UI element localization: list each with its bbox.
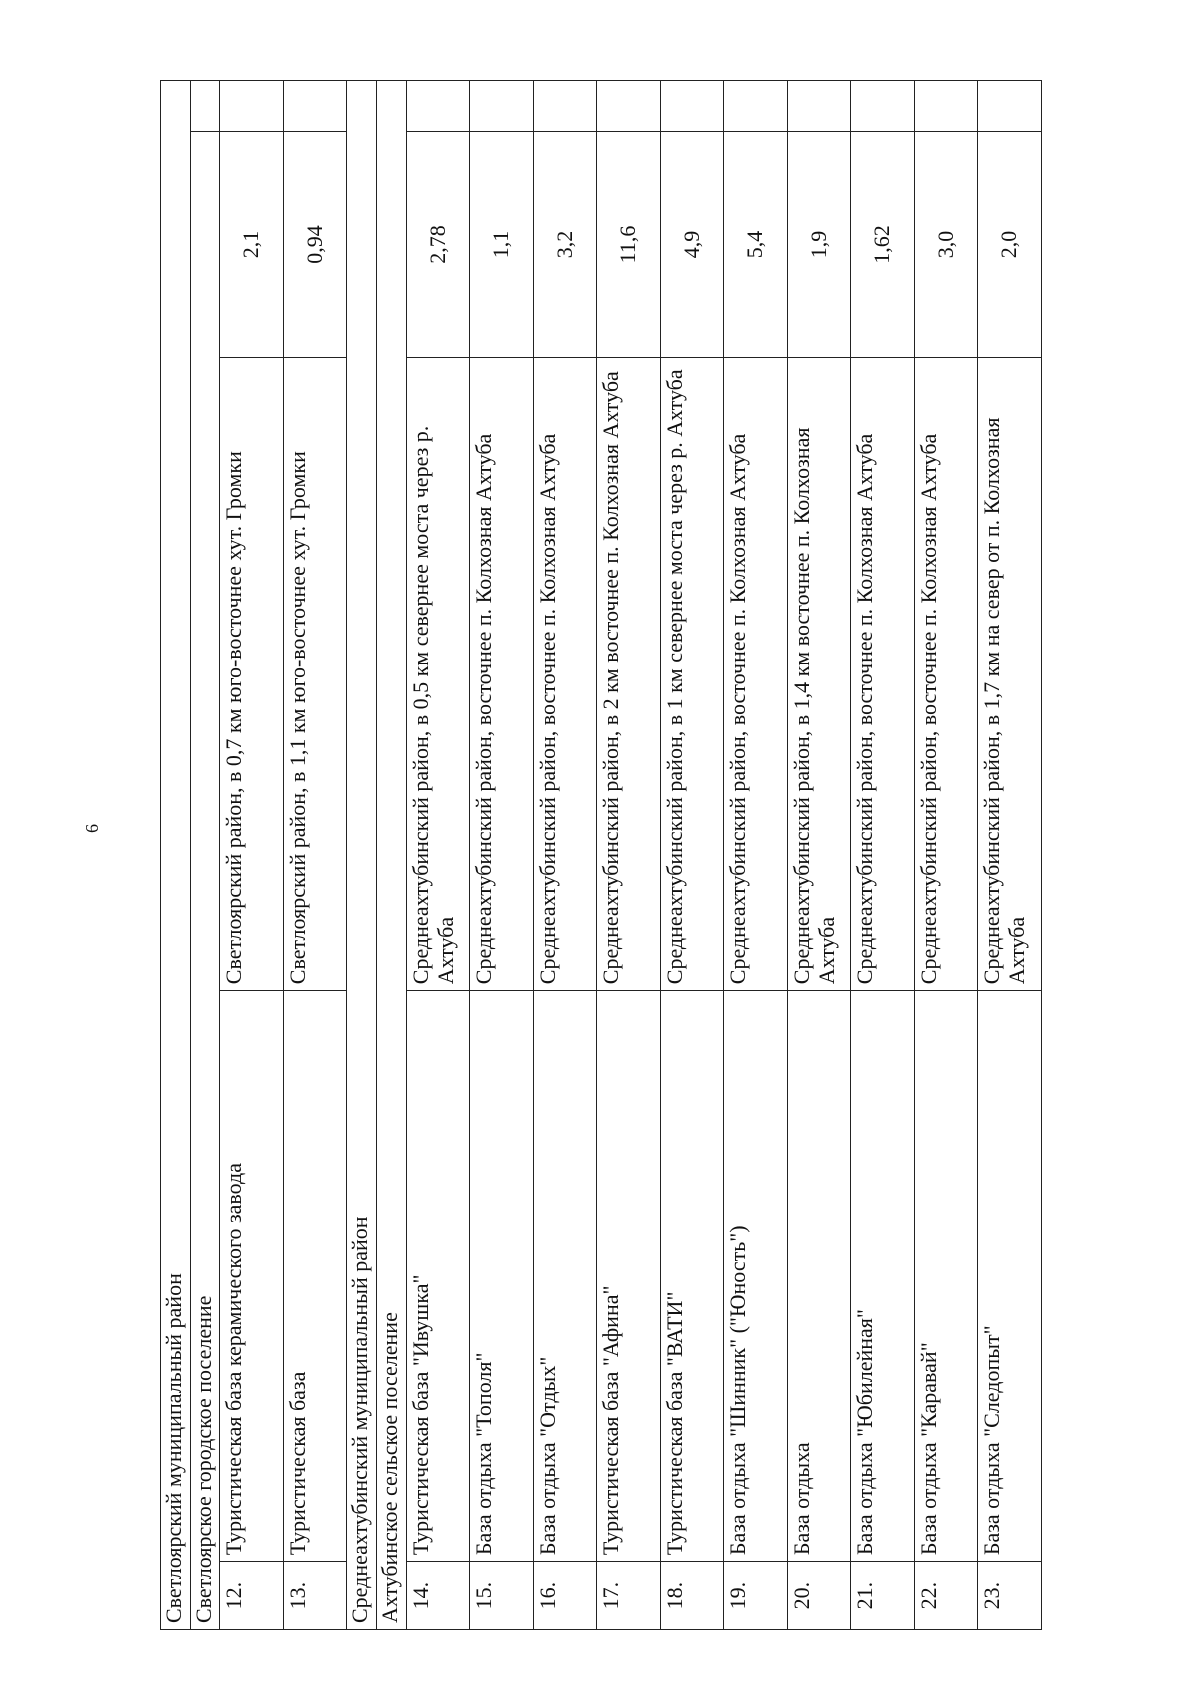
row-name: Туристическая база керамического завода — [220, 991, 284, 1562]
row-number: 22. — [914, 1562, 978, 1630]
row-name: Туристическая база "ВАТИ" — [660, 991, 724, 1562]
row-value: 5,4 — [724, 131, 788, 357]
group-title: Светлоярский муниципальный район — [161, 81, 191, 1630]
row-number: 17. — [597, 1562, 661, 1630]
row-number: 15. — [470, 1562, 534, 1630]
row-value: 0,94 — [283, 131, 347, 357]
row-value: 1,62 — [851, 131, 915, 357]
table-row — [851, 81, 915, 1630]
group-row — [347, 81, 377, 1630]
row-value: 2,0 — [978, 131, 1042, 357]
group-title: Светлоярское городское поселение — [190, 131, 220, 1629]
row-value: 3,2 — [533, 131, 597, 357]
page-number: 6 — [82, 824, 102, 833]
recreation-bases-table — [160, 80, 1042, 1630]
table-row — [406, 81, 470, 1630]
row-location: Среднеахтубинский район, в 1,7 км на север от п. Колхозная Ахтуба — [978, 358, 1042, 991]
row-value: 1,1 — [470, 131, 534, 357]
row-location: Среднеахтубинский район, в 1 км севернее моста через р. Ахтуба — [660, 358, 724, 991]
table-row — [724, 81, 788, 1630]
row-location: Среднеахтубинский район, восточнее п. Колхозная Ахтуба — [914, 358, 978, 991]
row-name: База отдыха "Каравай" — [914, 991, 978, 1562]
table-row — [914, 81, 978, 1630]
row-location: Среднеахтубинский район, в 2 км восточнее п. Колхозная Ахтуба — [597, 358, 661, 991]
group-row — [161, 81, 191, 1630]
row-number: 14. — [406, 1562, 470, 1630]
row-name: База отдыха "Шинник" ("Юность") — [724, 991, 788, 1562]
row-value: 4,9 — [660, 131, 724, 357]
row-value: 3,0 — [914, 131, 978, 357]
rotated-table-sheet — [160, 80, 1042, 1630]
table-row — [283, 81, 347, 1630]
row-location: Среднеахтубинский район, восточнее п. Колхозная Ахтуба — [533, 358, 597, 991]
table-row — [978, 81, 1042, 1630]
row-name: Туристическая база "Афина" — [597, 991, 661, 1562]
row-name: База отдыха "Тополя" — [470, 991, 534, 1562]
row-location: Среднеахтубинский район, в 1,4 км восточнее п. Колхозная Ахтуба — [787, 358, 851, 991]
row-number: 23. — [978, 1562, 1042, 1630]
table-row — [787, 81, 851, 1630]
row-location: Светлоярский район, в 0,7 км юго-восточнее хут. Громки — [220, 358, 284, 991]
row-location: Светлоярский район, в 1,1 км юго-восточнее хут. Громки — [283, 358, 347, 991]
table-row — [220, 81, 284, 1630]
row-number: 20. — [787, 1562, 851, 1630]
group-title: Среднеахтубинский муниципальный район — [347, 81, 377, 1630]
group-title: Ахтубинское сельское поселение — [377, 81, 407, 1630]
row-number: 21. — [851, 1562, 915, 1630]
row-location: Среднеахтубинский район, восточнее п. Колхозная Ахтуба — [851, 358, 915, 991]
row-value: 11,6 — [597, 131, 661, 357]
row-name: База отдыха "Следопыт" — [978, 991, 1042, 1562]
row-value: 1,9 — [787, 131, 851, 357]
row-location: Среднеахтубинский район, восточнее п. Колхозная Ахтуба — [470, 358, 534, 991]
table-row — [660, 81, 724, 1630]
row-name: База отдыха "Юбилейная" — [851, 991, 915, 1562]
table-row — [533, 81, 597, 1630]
group-row — [190, 81, 220, 1630]
table-row — [470, 81, 534, 1630]
row-number: 16. — [533, 1562, 597, 1630]
row-number: 19. — [724, 1562, 788, 1630]
row-name: Туристическая база "Ивушка" — [406, 991, 470, 1562]
table-row — [597, 81, 661, 1630]
row-number: 12. — [220, 1562, 284, 1630]
row-location: Среднеахтубинский район, в 0,5 км севернее моста через р. Ахтуба — [406, 358, 470, 991]
row-number: 18. — [660, 1562, 724, 1630]
row-value: 2,78 — [406, 131, 470, 357]
row-location: Среднеахтубинский район, восточнее п. Колхозная Ахтуба — [724, 358, 788, 991]
row-name: База отдыха "Отдых" — [533, 991, 597, 1562]
row-name: База отдыха — [787, 991, 851, 1562]
row-number: 13. — [283, 1562, 347, 1630]
row-value: 2,1 — [220, 131, 284, 357]
row-name: Туристическая база — [283, 991, 347, 1562]
group-row — [377, 81, 407, 1630]
